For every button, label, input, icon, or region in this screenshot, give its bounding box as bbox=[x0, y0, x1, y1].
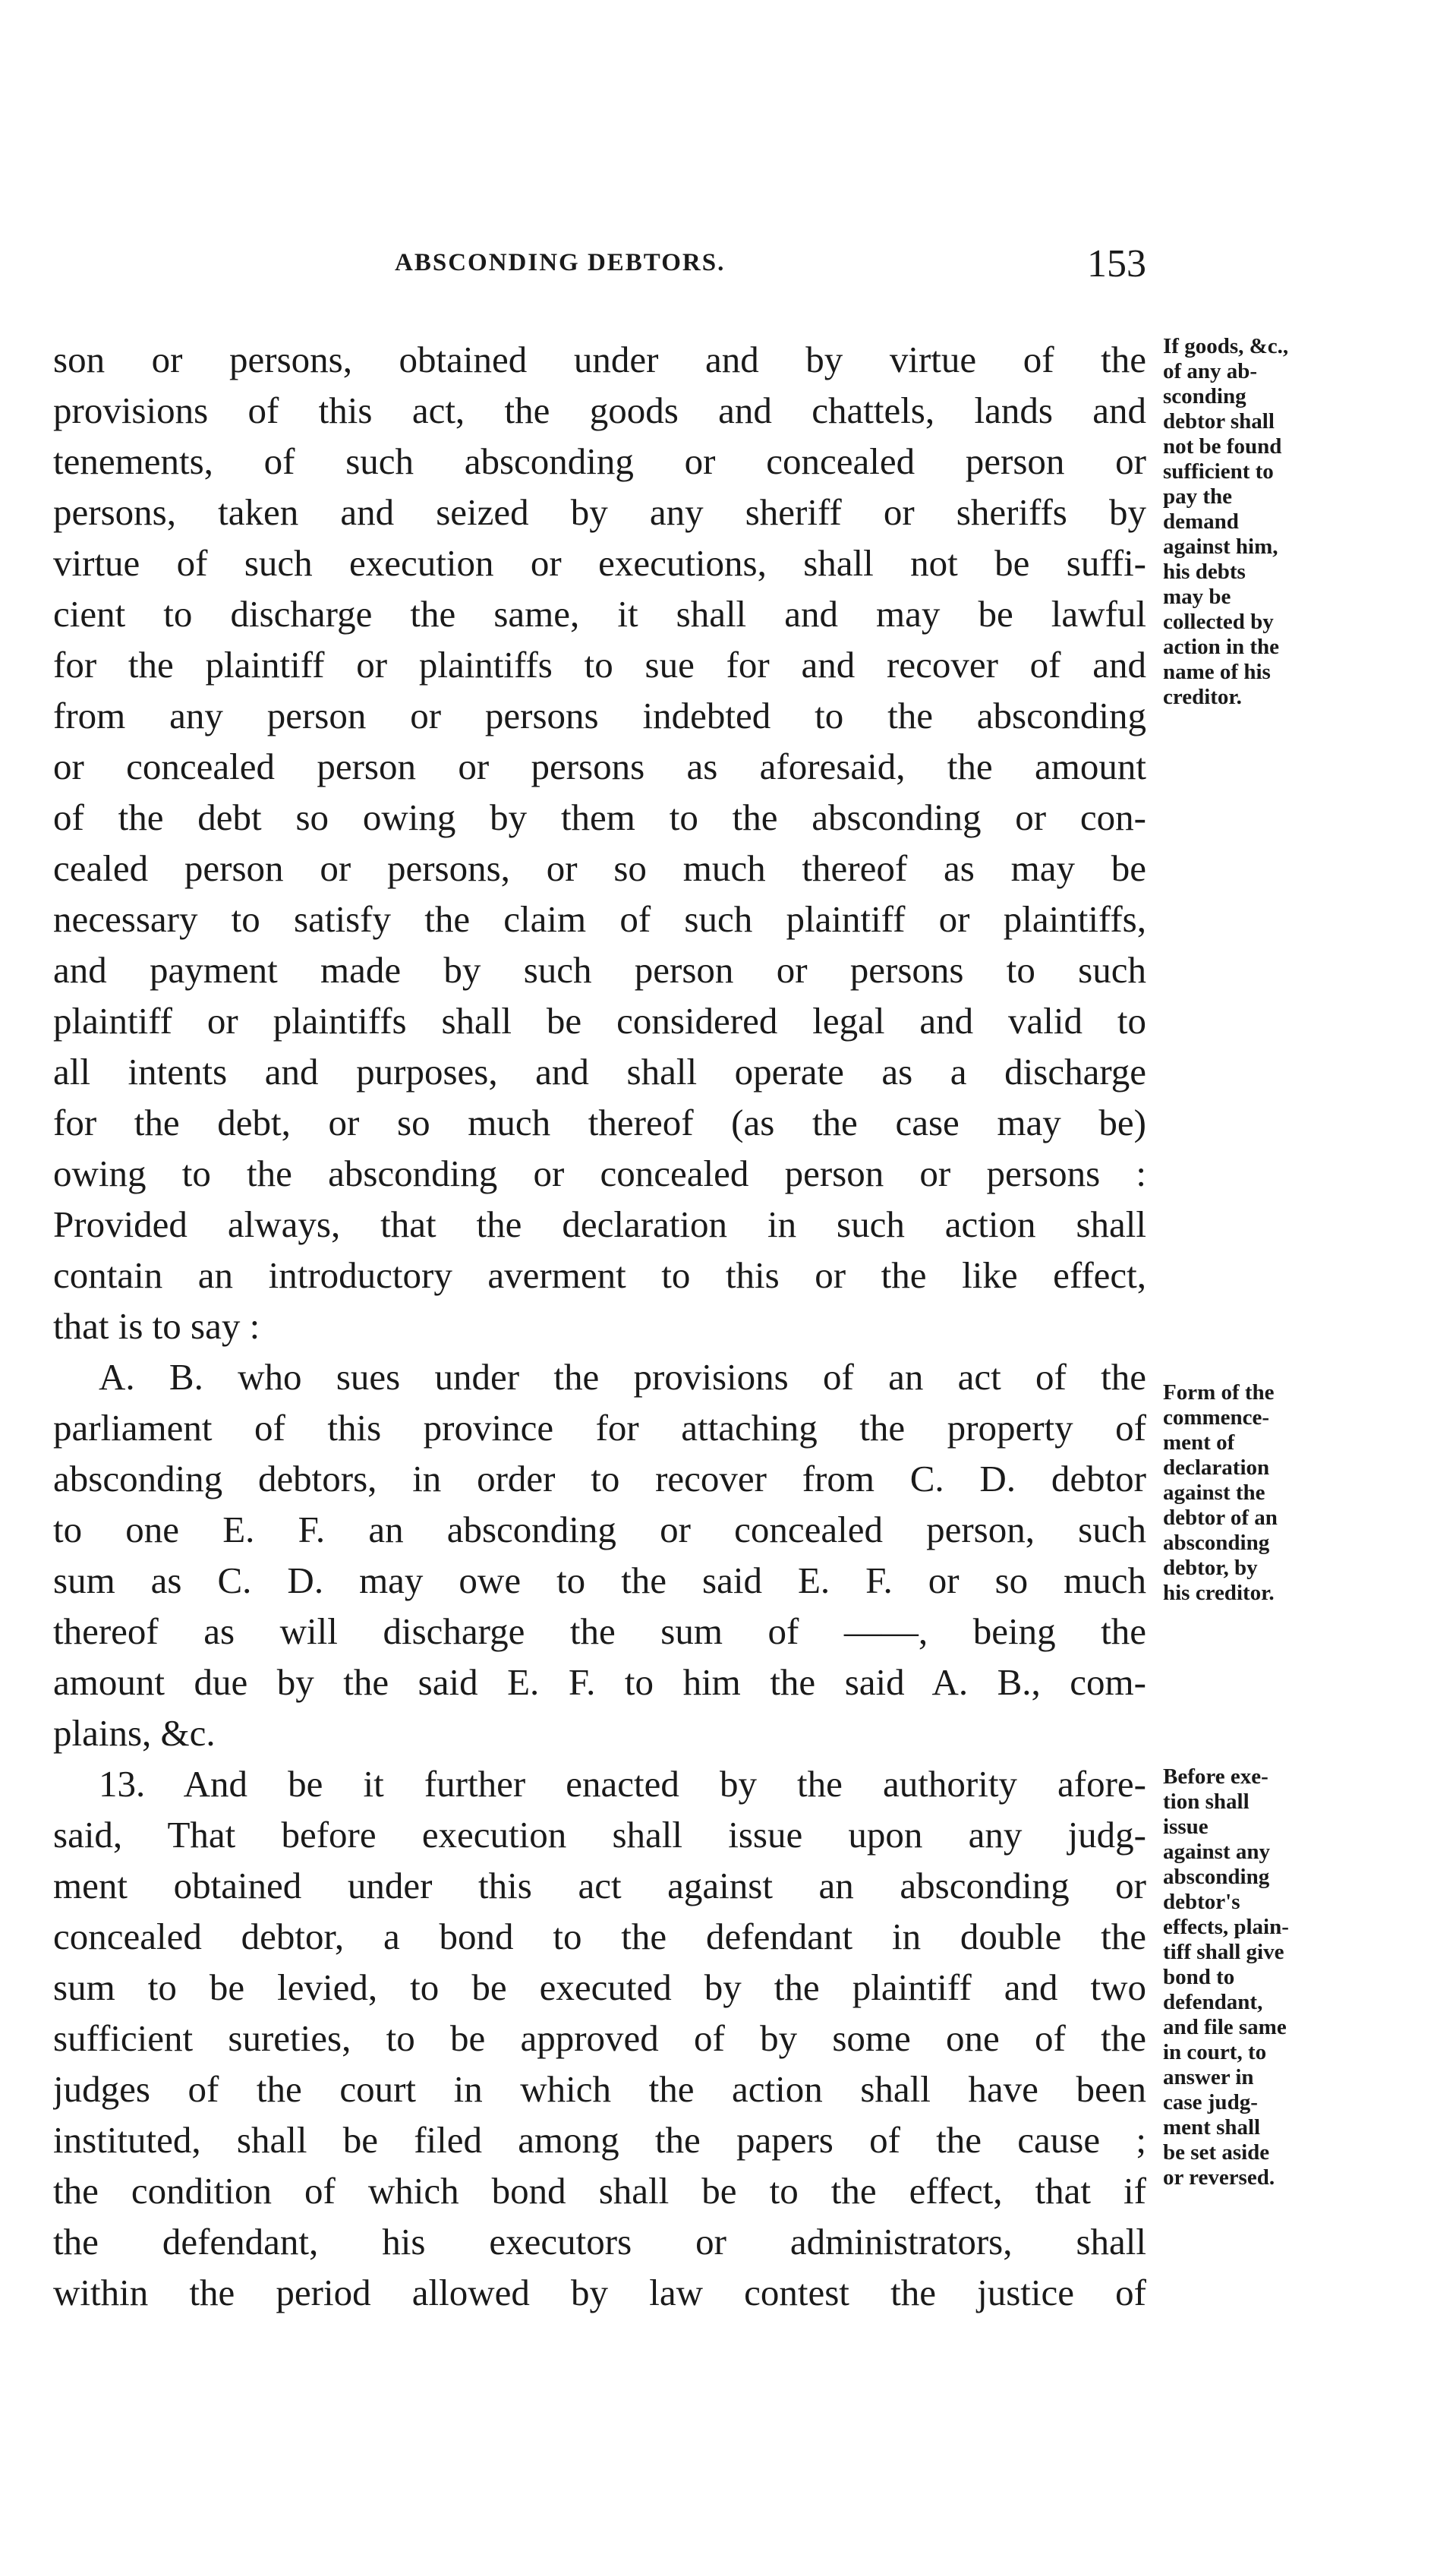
margin-note-line: or reversed. bbox=[1163, 2165, 1275, 2190]
text-line: the condition of which bond shall be to the effect, that if bbox=[53, 2170, 1146, 2212]
text-line: persons, taken and seized by any sheriff or sheriffs by bbox=[53, 491, 1146, 533]
margin-note-line: pay the bbox=[1163, 484, 1233, 509]
page-body bbox=[53, 334, 1289, 2318]
margin-note-line: his debts bbox=[1163, 560, 1246, 584]
margin-note-line: tiff shall give bbox=[1163, 1940, 1284, 1964]
margin-note-line: declaration bbox=[1163, 1455, 1270, 1480]
text-line: provisions of this act, the goods and chattels, lands and bbox=[53, 389, 1146, 431]
text-line: from any person or persons indebted to the absconding bbox=[53, 695, 1146, 736]
text-line: and payment made by such person or persons to such bbox=[53, 949, 1146, 991]
margin-note-line: sufficient to bbox=[1163, 459, 1274, 484]
text-line: the defendant, his executors or administrators, shall bbox=[53, 2221, 1146, 2263]
margin-note-line: absconding bbox=[1163, 1531, 1270, 1555]
margin-note-line: debtor of an bbox=[1163, 1506, 1278, 1530]
text-line: of the debt so owing by them to the absconding or con- bbox=[53, 796, 1146, 838]
text-line: that is to say : bbox=[53, 1305, 260, 1347]
margin-note-line: against him, bbox=[1163, 534, 1278, 559]
text-line: instituted, shall be filed among the papers of the cause ; bbox=[53, 2119, 1146, 2161]
text-line: A. B. who sues under the provisions of an act of the bbox=[99, 1356, 1146, 1398]
margin-note-line: absconding bbox=[1163, 1865, 1270, 1889]
margin-note-line: Before exe- bbox=[1163, 1764, 1268, 1789]
margin-note-line: against any bbox=[1163, 1840, 1271, 1864]
margin-note-line: ment of bbox=[1163, 1430, 1235, 1455]
text-line: son or persons, obtained under and by virtue of the bbox=[53, 339, 1146, 380]
margin-note-line: tion shall bbox=[1163, 1790, 1250, 1814]
text-line: absconding debtors, in order to recover from C. D. debtor bbox=[53, 1458, 1146, 1499]
text-line: amount due by the said E. F. to him the said A. B., com- bbox=[53, 1661, 1146, 1703]
margin-note-line: sconding bbox=[1163, 384, 1246, 408]
text-line: judges of the court in which the action shall have been bbox=[53, 2068, 1146, 2110]
paragraph-section-13 bbox=[53, 1758, 1289, 2318]
text-line: all intents and purposes, and shall operate as a discharge bbox=[53, 1051, 1146, 1093]
text-line: parliament of this province for attaching the property of bbox=[53, 1407, 1146, 1449]
text-line: thereof as will discharge the sum of ——, being the bbox=[53, 1610, 1146, 1652]
margin-note-line: bond to bbox=[1163, 1965, 1235, 1989]
running-head bbox=[395, 241, 1146, 287]
margin-note bbox=[1146, 1380, 1421, 1606]
margin-note-line: issue bbox=[1163, 1815, 1209, 1839]
margin-note-line: and file same bbox=[1163, 2015, 1287, 2039]
text-line: necessary to satisfy the claim of such plaintiff or plaintiffs, bbox=[53, 898, 1146, 940]
text-line: sum to be levied, to be executed by the plaintiff and two bbox=[53, 1966, 1146, 2008]
margin-note-line: action in the bbox=[1163, 635, 1280, 659]
text-line: plains, &c. bbox=[53, 1712, 216, 1754]
margin-note-line: debtor shall bbox=[1163, 409, 1275, 434]
margin-note-line: collected by bbox=[1163, 610, 1274, 634]
text-line: for the debt, or so much thereof (as the case may be) bbox=[53, 1102, 1146, 1143]
margin-note-line: name of his bbox=[1163, 660, 1271, 684]
text-line: 13. And be it further enacted by the authority afore- bbox=[99, 1763, 1146, 1805]
margin-note bbox=[1146, 334, 1421, 710]
margin-note-line: defendant, bbox=[1163, 1990, 1263, 2014]
margin-note-line: may be bbox=[1163, 585, 1231, 609]
margin-note-line: answer in bbox=[1163, 2065, 1254, 2089]
margin-note-line: creditor. bbox=[1163, 685, 1242, 709]
text-line: tenements, of such absconding or concealed person or bbox=[53, 440, 1146, 482]
margin-note-line: against the bbox=[1163, 1481, 1265, 1505]
margin-note-line: case judg- bbox=[1163, 2090, 1258, 2114]
paragraph-declaration-form bbox=[53, 1351, 1278, 1758]
text-line: plaintiff or plaintiffs shall be considered legal and valid to bbox=[53, 1000, 1146, 1042]
text-line: to one E. F. an absconding or concealed person, such bbox=[53, 1509, 1146, 1550]
margin-note bbox=[1146, 1764, 1421, 2190]
margin-note-line: debtor, by bbox=[1163, 1556, 1258, 1580]
margin-note-line: his creditor. bbox=[1163, 1581, 1275, 1605]
text-line: within the period allowed by law contest the justice of bbox=[53, 2272, 1146, 2313]
paragraph-continuation bbox=[53, 334, 1289, 1351]
margin-note-line: If goods, &c., bbox=[1163, 334, 1289, 358]
text-line: ment obtained under this act against an absconding or bbox=[53, 1865, 1146, 1906]
margin-note-line: ment shall bbox=[1163, 2115, 1261, 2140]
margin-note-line: in court, to bbox=[1163, 2040, 1267, 2064]
margin-note-line: debtor's bbox=[1163, 1890, 1240, 1914]
text-line: said, That before execution shall issue upon any judg- bbox=[53, 1814, 1146, 1856]
text-line: or concealed person or persons as aforesaid, the amount bbox=[53, 746, 1146, 787]
text-line: sum as C. D. may owe to the said E. F. or so much bbox=[53, 1559, 1146, 1601]
text-line: owing to the absconding or concealed person or persons : bbox=[53, 1153, 1146, 1194]
margin-note-line: commence- bbox=[1163, 1405, 1270, 1430]
margin-note-line: effects, plain- bbox=[1163, 1915, 1289, 1939]
text-line: contain an introductory averment to this or the like effect, bbox=[53, 1254, 1146, 1296]
margin-note-line: not be found bbox=[1163, 434, 1282, 459]
margin-note-line: be set aside bbox=[1163, 2140, 1270, 2165]
text-line: cient to discharge the same, it shall and may be lawful bbox=[53, 593, 1146, 635]
text-line: sufficient sureties, to be approved of by some one of the bbox=[53, 2017, 1146, 2059]
margin-note-line: of any ab- bbox=[1163, 359, 1258, 383]
text-line: for the plaintiff or plaintiffs to sue for and recover of and bbox=[53, 644, 1146, 686]
margin-note-line: demand bbox=[1163, 509, 1239, 534]
page-number: 153 bbox=[1087, 242, 1146, 285]
text-line: Provided always, that the declaration in such action shall bbox=[53, 1203, 1146, 1245]
text-line: concealed debtor, a bond to the defendant in double the bbox=[53, 1916, 1146, 1957]
running-title: ABSCONDING DEBTORS. bbox=[395, 249, 726, 276]
text-line: virtue of such execution or executions, shall not be suffi- bbox=[53, 542, 1146, 584]
margin-note-line: Form of the bbox=[1163, 1380, 1275, 1405]
text-line: cealed person or persons, or so much thereof as may be bbox=[53, 847, 1146, 889]
